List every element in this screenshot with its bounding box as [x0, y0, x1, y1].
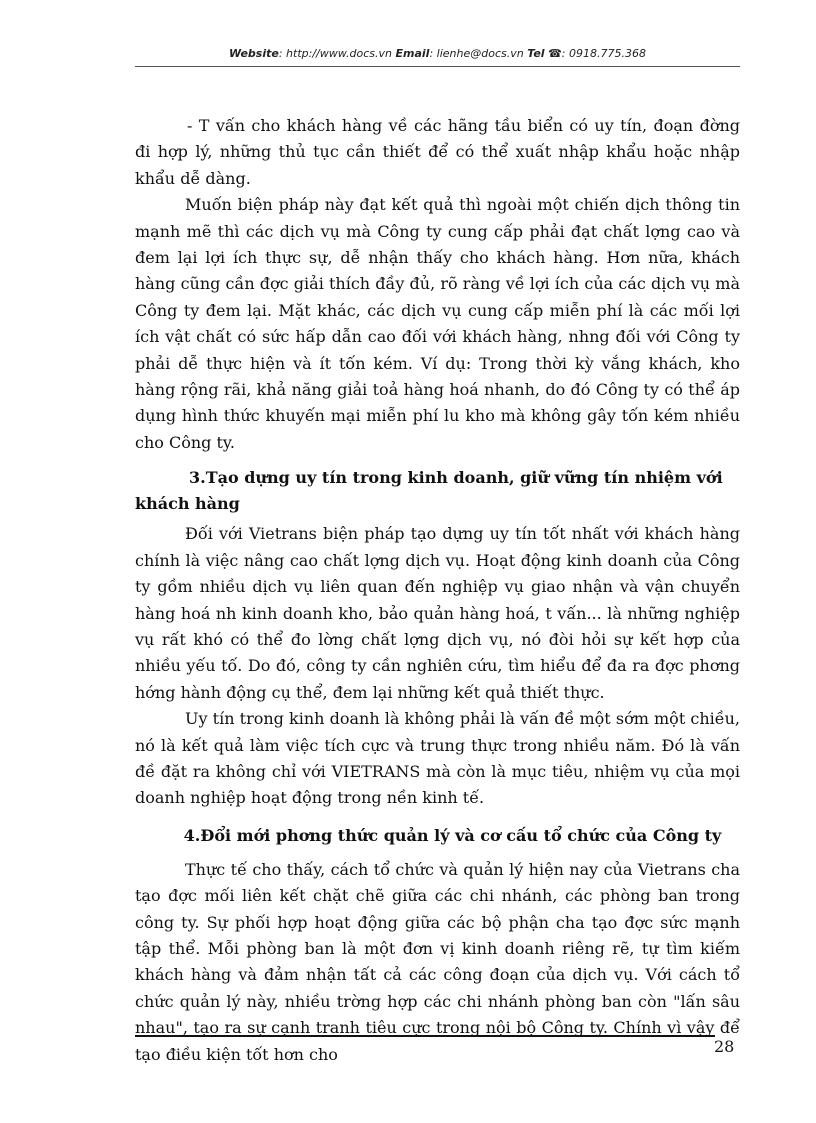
page-body — [135, 113, 740, 1068]
paragraph-business-reputation: Uy tín trong kinh doanh là không phải là vấn đề một sớm một chiều, nó là kết quả làm việc tích cực và trung thực trong nhiều năm. Đó là vấn đề đặt ra không chỉ với VIETRANS mà còn là mục tiêu, nhiệm vụ của mọi doanh nghiệp hoạt động trong nền kinh tế. — [135, 709, 740, 808]
header-rule — [135, 66, 740, 67]
paragraph-measure-result: Muốn biện pháp này đạt kết quả thì ngoài một chiến dịch thông tin mạnh mẽ thì các dịch vụ mà Công ty cung cấp phải đạt chất lợng cao và đem lại lợi ích thực sự, dễ nhận thấy cho khách hàng. Hơn nữa, khách hàng cũng cần đợc giải thích đầy đủ, rõ ràng về lợi ích của các dịch vụ mà Công ty đem lại. Mặt khác, các dịch vụ cung cấp miễn phí là các mối lợi ích vật chất có sức hấp dẫn cao đối với khách hàng, nhng đối với Công ty phải dễ thực hiện và ít tốn kém. Ví dụ: Trong thời kỳ vắng khách, kho hàng rộng rãi, khả năng giải toả hàng hoá nhanh, do đó Công ty có thể áp dụng hình thức khuyến mại miễn phí lu kho mà không gây tốn kém nhiều cho Công ty. — [135, 195, 740, 452]
website-value: : http://www.docs.vn — [278, 47, 393, 60]
page-number: 28 — [714, 1037, 735, 1056]
email-value: : lienhe@docs.vn — [429, 47, 524, 60]
website-label: Website — [229, 47, 279, 60]
tel-label: Tel — [527, 47, 545, 60]
page-header — [135, 47, 740, 60]
section-heading-4: 4.Đổi mới phơng thức quản lý và cơ cấu tổ chức của Công ty — [183, 825, 722, 845]
paragraph-consulting: - T vấn cho khách hàng về các hãng tầu biển có uy tín, đoạn đờng đi hợp lý, những thủ tục cần thiết để có thể xuất nhập khẩu hoặc nhập khẩu dễ dàng. — [135, 116, 740, 188]
email-label: Email — [395, 47, 430, 60]
phone-icon: ☎ — [548, 47, 562, 60]
footer-rule — [135, 1035, 715, 1037]
tel-value: : 0918.775.368 — [561, 47, 646, 60]
paragraph-organization: Thực tế cho thấy, cách tổ chức và quản lý hiện nay của Vietrans cha tạo đợc mối liên kết chặt chẽ giữa các chi nhánh, các phòng ban trong công ty. Sự phối hợp hoạt động giữa các bộ phận cha tạo đợc sức mạnh tập thể. Mỗi phòng ban là một đơn vị kinh doanh riêng rẽ, tự tìm kiếm khách hàng và đảm nhận tất cả các công đoạn của dịch vụ. Với cách tổ chức quản lý này, nhiều trờng hợp các chi nhánh phòng ban còn "lấn sâu nhau", tạo ra sự cạnh tranh tiêu cực trong nội bộ Công ty. Chính vì vậy để tạo điều kiện tốt hơn cho — [135, 859, 740, 1064]
section-heading-3: 3.Tạo dựng uy tín trong kinh doanh, giữ vững tín nhiệm với khách hàng — [135, 468, 723, 514]
paragraph-vietrans-reputation: Đối với Vietrans biện pháp tạo dựng uy tín tốt nhất với khách hàng chính là việc nâng cao chất lợng dịch vụ. Hoạt động kinh doanh của Công ty gồm nhiều dịch vụ liên quan đến nghiệp vụ giao nhận và vận chuyển hàng hoá nh kinh doanh kho, bảo quản hàng hoá, t vấn... là những nghiệp vụ rất khó có thể đo lờng chất lợng dịch vụ, nó đòi hỏi sự kết hợp của nhiều yếu tố. Do đó, công ty cần nghiên cứu, tìm hiểu để đa ra đợc phơng hớng hành động cụ thể, đem lại những kết quả thiết thực. — [135, 524, 740, 702]
